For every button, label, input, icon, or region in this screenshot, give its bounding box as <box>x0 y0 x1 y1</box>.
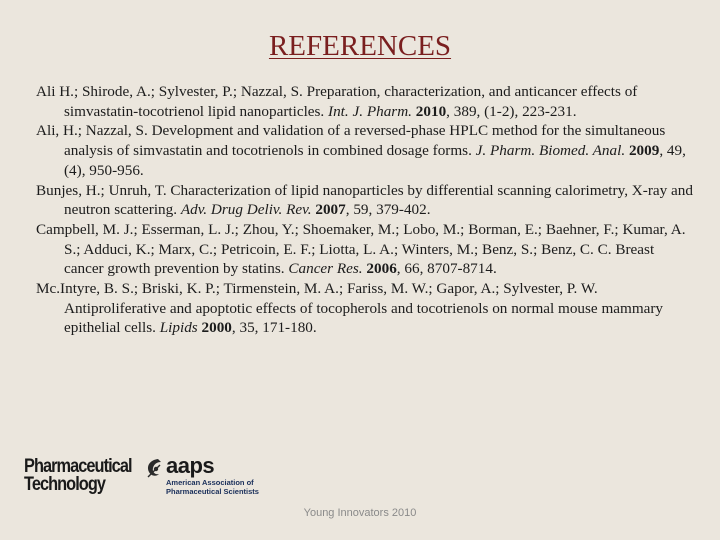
reference-text: Ali, H.; Nazzal, S. Development and validation of a reversed-phase HPLC method for the simultaneous analysis of simvastatin and tocotrienols in combined dosage forms. <box>36 122 666 160</box>
logo-line-pharmaceutical: Pharmaceutical <box>24 456 132 477</box>
aaps-emblem-icon <box>144 457 164 479</box>
reference-year: 2010 <box>415 102 447 120</box>
reference-details: , 59, 379-402. <box>345 201 431 219</box>
reference-text: Ali H.; Shirode, A.; Sylvester, P.; Nazzal, S. Preparation, characterization, and anticancer effects of simvastatin-tocotrienol lipid nanoparticles. <box>36 83 638 120</box>
reference-item <box>36 220 696 279</box>
reference-item <box>36 279 696 338</box>
aaps-logo-subtitle: American Association of Pharmaceutical Scientists <box>166 478 259 496</box>
reference-journal: J. Pharm. Biomed. Anal. <box>475 142 626 160</box>
slide-footer: Young Innovators 2010 <box>303 507 417 519</box>
reference-text: Mc.Intyre, B. S.; Briski, K. P.; Tirmenstein, M. A.; Fariss, M. W.; Gapor, A.; Sylvester, P. W. Antiproliferative and apoptotic effects of tocopherols and tocotrienols on normal mouse mammary epithelial cells. <box>36 280 664 337</box>
reference-journal: Cancer Res. <box>288 260 363 278</box>
logo-line-technology: Technology <box>24 474 106 495</box>
sponsor-logos <box>24 455 284 500</box>
reference-year: 2000 <box>201 319 232 337</box>
reference-details: , 389, (1-2), 223-231. <box>446 102 577 120</box>
reference-details: , 49, (4), 950-956. <box>64 142 686 179</box>
reference-list <box>36 82 696 338</box>
reference-year: 2006 <box>366 260 397 278</box>
reference-details: , 66, 8707-8714. <box>396 260 497 278</box>
pharmaceutical-technology-logo <box>24 458 149 494</box>
slide-title: REFERENCES <box>268 30 452 62</box>
reference-text: Bunjes, H.; Unruh, T. Characterization of lipid nanoparticles by differential scanning calorimetry, X-ray and neutron scattering. <box>36 181 693 219</box>
reference-item <box>36 82 696 121</box>
reference-journal: Int. J. Pharm. <box>328 102 412 120</box>
reference-item <box>36 181 696 220</box>
reference-journal: Adv. Drug Deliv. Rev. <box>180 201 312 219</box>
reference-item <box>36 121 696 180</box>
aaps-logo-text: aaps <box>166 453 215 478</box>
reference-text: Campbell, M. J.; Esserman, L. J.; Zhou, Y.; Shoemaker, M.; Lobo, M.; Borman, E.; Baehner, F.; Kumar, A. S.; Adduci, K.; Marx, C.; Petricoin, E. F.; Liotta, L. A.; Winters, M.; Benz, S.; Benz, C. C. Breast cancer growth prevention by statins. <box>36 220 686 278</box>
reference-details: , 35, 171-180. <box>231 319 317 337</box>
reference-year: 2007 <box>315 201 346 219</box>
reference-journal: Lipids <box>159 319 198 337</box>
reference-year: 2009 <box>628 142 660 160</box>
